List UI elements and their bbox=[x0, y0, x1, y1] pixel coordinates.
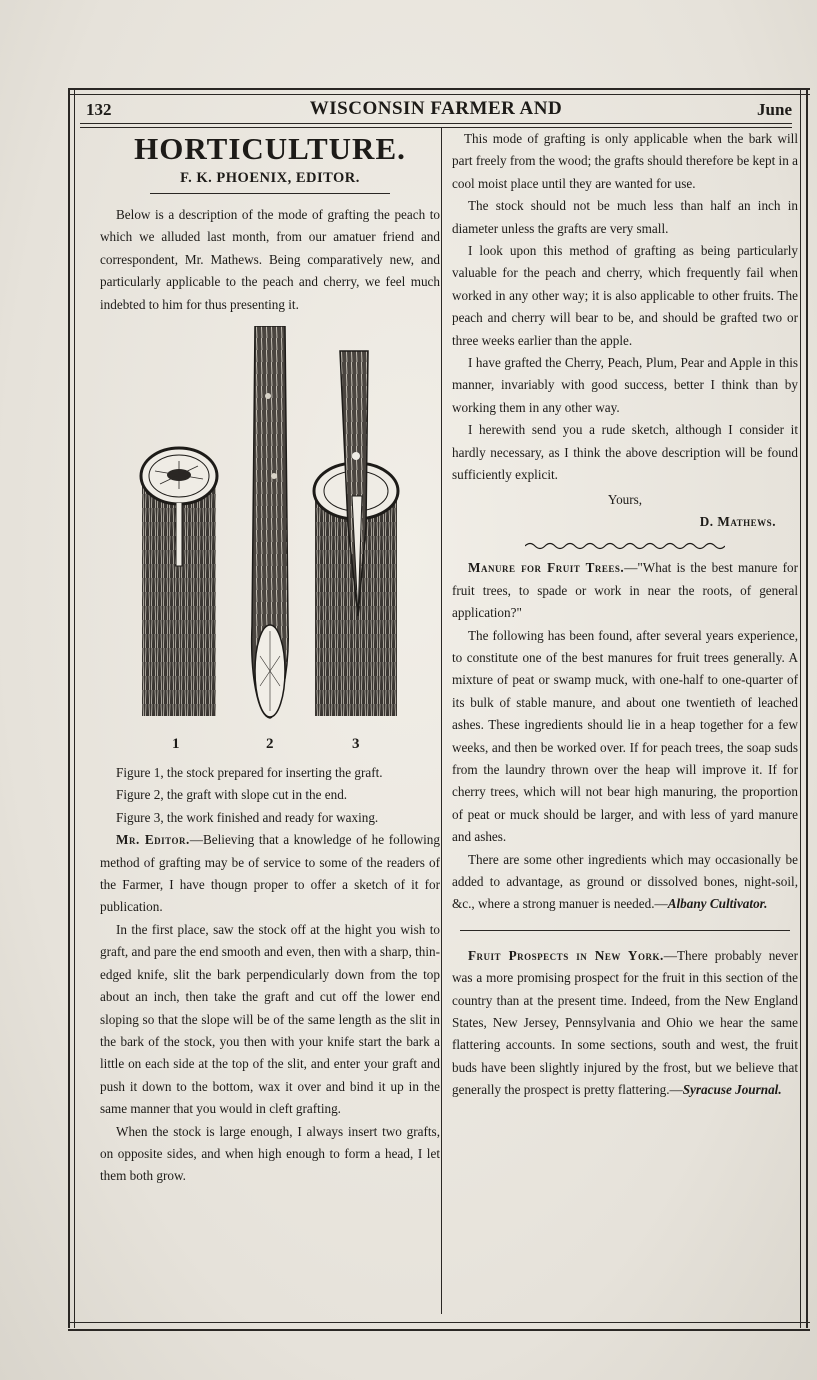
article-separator bbox=[460, 930, 790, 931]
manure-question: —"What is the best manure for fruit trees, to spade or work in near the roots, of general application?" bbox=[452, 560, 798, 621]
intro-paragraph: Below is a description of the mode of grafting the peach to which we alluded last month, from our amatuer friend and correspondent, Mr. Mathews. Being comparatively new, and particularly applicable to the peach and cherry, we feel much indebted to him for thus presenting it. bbox=[100, 207, 440, 312]
column-rule bbox=[441, 128, 442, 1314]
figure-number-1: 1 bbox=[172, 736, 180, 753]
signoff-yours: Yours, bbox=[607, 491, 643, 507]
journal-title: WISCONSIN FARMER AND bbox=[309, 98, 563, 119]
figure-caption-1: Figure 1, the stock prepared for inserting the graft. bbox=[116, 765, 383, 781]
prospects-text: —There probably never was a more promising prospect for the fruit in this section of the country than at the present time. Indeed, from the New England States, New Jersey, Pennsylvania and Ohio we hear the same flattering accounts. In some sections, south and west, the fruit buds have been slightly injured by the frost, but we believe that generally the prospect is pretty flattering.— bbox=[452, 947, 798, 1098]
letter-paragraph-3: When the stock is large enough, I always insert two grafts, on opposite sides, and when high enough to form a head, I let them both grow. bbox=[100, 1123, 440, 1184]
figure-number-2: 2 bbox=[266, 736, 274, 753]
prospects-paragraph bbox=[452, 945, 798, 1102]
manure-heading: Manure for Fruit Trees. bbox=[468, 560, 625, 576]
letter-continued-4: I have grafted the Cherry, Peach, Plum, Pear and Apple in this manner, invariably with good success, better I think than by working them in any other way. bbox=[452, 355, 798, 415]
wavy-separator bbox=[525, 541, 725, 551]
page-frame-bottom bbox=[68, 1322, 810, 1331]
section-title: HORTICULTURE. bbox=[134, 131, 406, 166]
page-number: 132 bbox=[86, 100, 112, 119]
manure-paragraph-1 bbox=[452, 557, 798, 624]
letter-salutation: Mr. Editor. bbox=[116, 832, 190, 848]
issue-month: June bbox=[757, 100, 792, 119]
letter-continued-5: I herewith send you a rude sketch, although I consider it hardly necessary, as I think the above description will be found sufficiently explicit. bbox=[452, 422, 798, 483]
prospects-heading: Fruit Prospects in New York. bbox=[468, 947, 664, 963]
figure-caption-3: Figure 3, the work finished and ready for waxing. bbox=[116, 809, 379, 825]
letter-body-1: —Believing that a knowledge of he following method of grafting may be of service to some of the readers of the Farmer, I have thougn proper to offer a sketch of it for publication. bbox=[100, 832, 440, 915]
figure-number-3: 3 bbox=[352, 736, 360, 753]
grafting-illustration bbox=[100, 326, 440, 736]
page-frame-top bbox=[68, 88, 810, 95]
letter-continued-3: I look upon this method of grafting as being particularly valuable for the peach and cherry, which frequently fail when worked in any other way; it is also applicable to other fruits. The peach and cherry will bear to be, and should be grafted two or three weeks earlier than the apple. bbox=[452, 243, 798, 348]
letter-continued-2: The stock should not be much less than half an inch in diameter unless the grafts are very small. bbox=[452, 198, 798, 236]
left-column bbox=[100, 128, 440, 1188]
letter-paragraph-1 bbox=[100, 829, 440, 919]
figure-3-finished bbox=[314, 351, 398, 716]
figure-1-stock bbox=[141, 448, 217, 716]
page-frame-right bbox=[800, 88, 808, 1328]
manure-text-3: There are some other ingredients which may occasionally be added to advantage, as ground or dissolved bones, night-soil, &c., where a strong manuer is needed.— bbox=[452, 851, 798, 912]
title-rule bbox=[150, 193, 390, 194]
signoff-name bbox=[452, 511, 798, 533]
figure-2-graft bbox=[252, 326, 289, 718]
prospects-source: Syracuse Journal. bbox=[682, 1082, 782, 1098]
running-head bbox=[80, 98, 792, 122]
figure-numbers bbox=[100, 736, 440, 756]
manure-paragraph-3 bbox=[452, 849, 798, 916]
manure-source: Albany Cultivator. bbox=[667, 896, 768, 912]
grafting-figure bbox=[100, 326, 440, 756]
right-column bbox=[452, 128, 798, 1102]
letter-paragraph-2: In the first place, saw the stock off at the hight you wish to graft, and pare the end smooth and even, then with a sharp, thin-edged knife, slit the bark perpendicularly down from the top about an inch, then take the graft and cut off the lower end sloping so that the slope will be of the same length as the slit in the bark of the stock, you then with your knife start the bark a little on each side at the top of the slit, and enter your graft and push it down to the bottom, wax it over and bind it up in the same manner that you would in cleft grafting. bbox=[100, 921, 440, 1117]
author-name: D. Mathews. bbox=[699, 513, 776, 529]
editor-line: F. K. PHOENIX, EDITOR. bbox=[180, 170, 360, 186]
manure-paragraph-2: The following has been found, after several years experience, to constitute one of the best manures for fruit trees generally. A mixture of peat or swamp muck, with one-half to one-quarter of its bulk of stable manure, and about one twentieth of leached ashes. These ingredients should lie in a heap together for a few weeks, and then be worked over. If for peach trees, the soap suds from the laundry thrown over the heap will improve it. If for cherry trees, which will not bear high manuring, the proportion of peat or muck should be larger, and with less of yard manure and ashes. bbox=[452, 627, 798, 845]
figure-caption-2: Figure 2, the graft with slope cut in the end. bbox=[116, 787, 348, 803]
page-frame-left bbox=[68, 88, 75, 1328]
letter-continued-1: This mode of grafting is only applicable when the bark will part freely from the wood; the grafts should therefore be kept in a cool moist place until they are wanted for use. bbox=[452, 131, 798, 191]
